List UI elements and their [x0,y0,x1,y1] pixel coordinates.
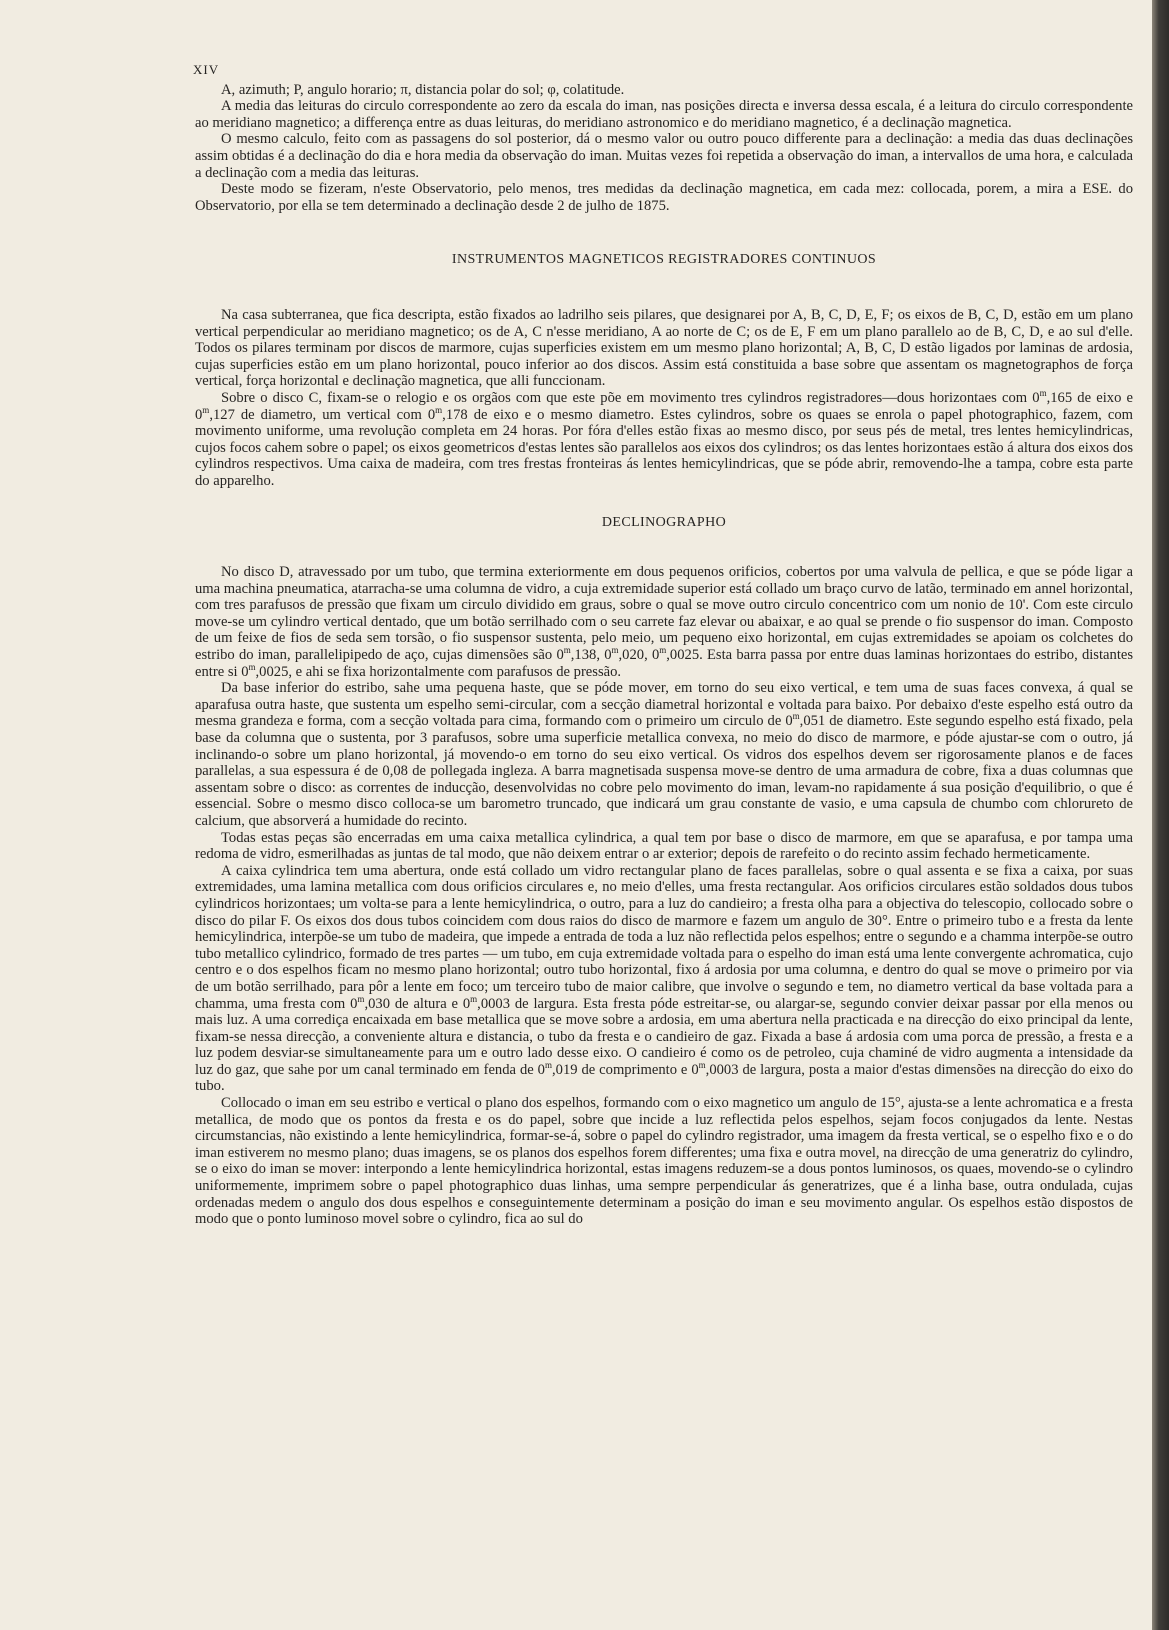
page-number: XIV [193,62,220,77]
instruments-paragraph-2: Sobre o disco C, fixam-se o relogio e os orgãos com que este põe em movimento tres cylindros registradores—dous horizontaes com 0$^m$,165 de eixo e 0$^m$,127 de diametro, um vertical com 0$^m$,178 de eixo e o mesmo diametro. Estes cylindros, sobre os quaes se enrola o papel photographico, fazem, com movimento uniforme, uma revolução completa em 24 horas. Por fóra d'elles estão fixas ao mesmo disco, por seus pés de metal, tres lentes hemicylindricas, cujos focos cahem sobre o papel; os eixos geometricos d'estas lentes são parallelos aos eixos dos cylindros; os das lentes horizontaes estão á altura dos eixos dos cylindros respectivos. Uma caixa de madeira, com tres frestas fronteiras ás lentes hemicylindricas, que se póde abrir, removendo-lhe a tampa, cobre esta parte do apparelho. [195,388,1134,489]
intro-formula-line: A, azimuth; P, angulo horario; π, distancia polar do sol; φ, colatitude. [221,81,625,98]
declinograph-paragraph-5: Collocado o iman em seu estribo e vertical o plano dos espelhos, formando com o eixo magnetico um angulo de 15°, ajusta-se a lente achromatica e a fresta metallica, de modo que os pontos da fresta e os do papel, sobre que incide a luz reflectida pelos espelhos, sejam focos conjugados da lente. Nestas circumstancias, não existindo a lente hemicylindrica, formar-se-á, sobre o papel do cylindro registrador, uma imagem da fresta vertical, se o espelho fixo e o do iman estiverem no mesmo plano; duas imagens, se os planos dos espelhos forem differentes; uma fixa e outra movel, na direcção de uma generatriz do cylindro, se o eixo do iman se mover: interpondo a lente hemicylindrica horizontal, estas imagens reduzem-se a dous pontos luminosos, os quaes, movendo-se o cylindro uniformemente, imprimem sobre o papel photographico duas linhas, uma sempre perpendicular ás generatrizes, que é a linha base, outra ondulada, cujas ordenadas medem o angulo dos dous espelhos e conseguintemente determinam a posição do iman e seu movimento angular. Os espelhos estão dispostos de modo que o ponto luminoso movel sobre o cylindro, fica ao sul do [195,1095,1133,1228]
declinograph-paragraph-3: Todas estas peças são encerradas em uma caixa metallica cylindrica, a qual tem por base o disco de marmore, em que se aparafusa, e por tampa uma redoma de vidro, esmerilhadas as juntas de tal modo, que não deixem entrar o ar exterior; depois de rarefeito o do recinto assim fechado hermeticamente. [195,829,1133,863]
intro-paragraph-1: A media das leituras do circulo correspondente ao zero da escala do iman, nas posições directa e inversa dessa escala, é a leitura do circulo correspondente ao meridiano magnetico; a differença entre as duas leituras, do meridiano astronomico e do meridiano magnetico, é a declinação magnetica. [195,98,1133,131]
declinograph-paragraph-4: A caixa cylindrica tem uma abertura, onde está collado um vidro rectangular plano de faces parallelas, sobre o qual assenta e se fixa a caixa, por suas extremidades, uma lamina metallica com dous orificios circulares e, no meio d'elles, uma fresta rectangular. Aos orificios circulares estão soldados dous tubos cylindricos horizontaes; um volta-se para a lente hemicylindrica, o outro, para a luz do candieiro; a fresta olha para a objectiva do telescopio, collocado sobre o disco do pilar F. Os eixos dos dous tubos coincidem com dous raios do disco de marmore e fazem um angulo de 30°. Entre o primeiro tubo e a fresta da lente hemicylindrica, interpõe-se um tubo de madeira, que impede a entrada de toda a luz não reflectida pelos espelhos; entre o segundo e a chamma interpõe-se outro tubo metallico cylindrico, formado de tres partes — um tubo, em cuja extremidade voltada para o espelho do iman está uma lente convergente achromatica, cujo centro e o dos espelhos ficam no mesmo plano horizontal; outro tubo horizontal, fixo á ardosia por uma columna, e dentro do qual se move o primeiro por via de um botão serrilhado, para pôr a lente em foco; um terceiro tubo de maior calibre, que involve o segundo e tem, no diametro vertical da base voltada para a chamma, uma fresta com 0$^m$,030 de altura e 0$^m$,0003 de largura. Esta fresta póde estreitar-se, ou alargar-se, segundo convier deixar passar por ella menos ou mais luz. A uma corrediça encaixada em base metallica que se move sobre a ardosia, em uma abertura nella practicada e na direcção do eixo principal da lente, fixam-se nessa direcção, a conveniente altura e distancia, o tubo da fresta e o candieiro de gaz. Fixada a base á ardosia com uma porca de pressão, a fresta e a luz podem desviar-se simultaneamente para um e outro lado desse eixo. O candieiro é como os de petroleo, cuja chaminé de vidro augmenta a intensidade da luz do gaz, que sahe por um canal terminado em fenda de 0$^m$,019 de comprimento e 0$^m$,0003 de largura, posta a maior d'estas dimensões na direcção do eixo do tubo. [195,862,1134,1095]
intro-paragraph-2: O mesmo calculo, feito com as passagens do sol posterior, dá o mesmo valor ou outro pouco differente para a declinação: a media das duas declinações assim obtidas é a declinação do dia e hora media da observação do iman. Muitas vezes foi repetida a observação do iman, a intervallos de uma hora, e calculada a declinação com a media das leituras. [195,131,1133,181]
page-content [195,62,1133,1228]
section-heading-declinograph: DECLINOGRAPHO [601,515,727,531]
instruments-paragraph-1: Na casa subterranea, que fica descripta, estão fixados ao ladrilho seis pilares, que designarei por A, B, C, D, E, F; os eixos de B, C, D, estão em um plano vertical perpendicular ao meridiano magnetico; os de A, C n'esse meridiano, A ao norte de C; os de E, F em um plano parallelo ao de B, C, D, e ao sul d'elle. Todos os pilares terminam por discos de marmore, cujas superficies existem em um mesmo plano horizontal; A, B, C, D estão ligados por laminas de ardosia, cujas superficies estão em um plano horizontal, pouco inferior ao dos discos. Assim está constituida a base sobre que assentam os magnetographos de força vertical, força horizontal e declinação magnetica, que alli funccionam. [195,306,1133,390]
intro-paragraph-3: Deste modo se fizeram, n'este Observatorio, pelo menos, tres medidas da declinação magnetica, em cada mez: collocada, porem, a mira a ESE. do Observatorio, por ella se tem determinado a declinação desde 2 de julho de 1875. [195,181,1133,214]
section-heading-instruments: INSTRUMENTOS MAGNETICOS REGISTRADORES CONTINUOS [451,252,877,268]
page-edge-shadow [1152,0,1169,1630]
declinograph-paragraph-1: No disco D, atravessado por um tubo, que termina exteriormente em dous pequenos orificios, cobertos por uma valvula de pellica, e que se póde ligar a uma machina pneumatica, atarracha-se uma columna de vidro, a cuja extremidade superior está collado um braço curvo de latão, terminado em annel horizontal, com tres parafusos de pressão que fixam um circulo dividido em graus, sobre o qual se move outro circulo concentrico com um nonio de 10'. Com este circulo move-se um cylindro vertical dentado, que um botão serrilhado com o seu carrete faz elevar ou abaixar, e ao qual se prende o fio suspensor do iman. Composto de um feixe de fios de seda sem torsão, o fio suspensor sustenta, pelo meio, um pequeno eixo horizontal, em cujas extremidades se apoiam os colchetes do estribo do iman, parallelipipedo de aço, cujas dimensões são 0$^m$,138, 0$^m$,020, 0$^m$,0025. Esta barra passa por entre duas laminas horizontaes do estribo, distantes entre si 0$^m$,0025, e ahi se fixa horizontalmente com parafusos de pressão. [195,564,1134,680]
declinograph-paragraph-2: Da base inferior do estribo, sahe uma pequena haste, que se póde mover, em torno do seu eixo vertical, e tem uma de suas faces convexa, á qual se aparafusa outra haste, que sustenta um espelho semi-circular, com a secção diametral horizontal e voltada para baixo. Por debaixo d'este espelho está outro da mesma grandeza e forma, com a secção voltada para cima, formando com o primeiro um circulo de 0$^m$,051 de diametro. Este segundo espelho está fixado, pela base da columna que o sustenta, por 3 parafusos, sobre uma superficie metallica convexa, no meio do disco de marmore, e póde ajustar-se com o outro, já inclinando-o sobre um plano horizontal, já movendo-o em torno do seu eixo vertical. Os vidros dos espelhos devem ser rigorosamente planos e de faces parallelas, a sua espessura é de 0,08 de pollegada ingleza. A barra magnetisada suspensa move-se dentro de uma armadura de cobre, fixa a duas columnas que assentam sobre o disco: as correntes de inducção, desenvolvidas no cobre pelo movimento do iman, levam-no rapidamente á sua posição d'equilibrio, o que é essencial. Sobre o mesmo disco colloca-se um barometro truncado, que indicará um grau constante de vasio, e uma capsula de chumbo com chlorureto de calcium, que absorverá a humidade do recinto. [195,680,1133,829]
